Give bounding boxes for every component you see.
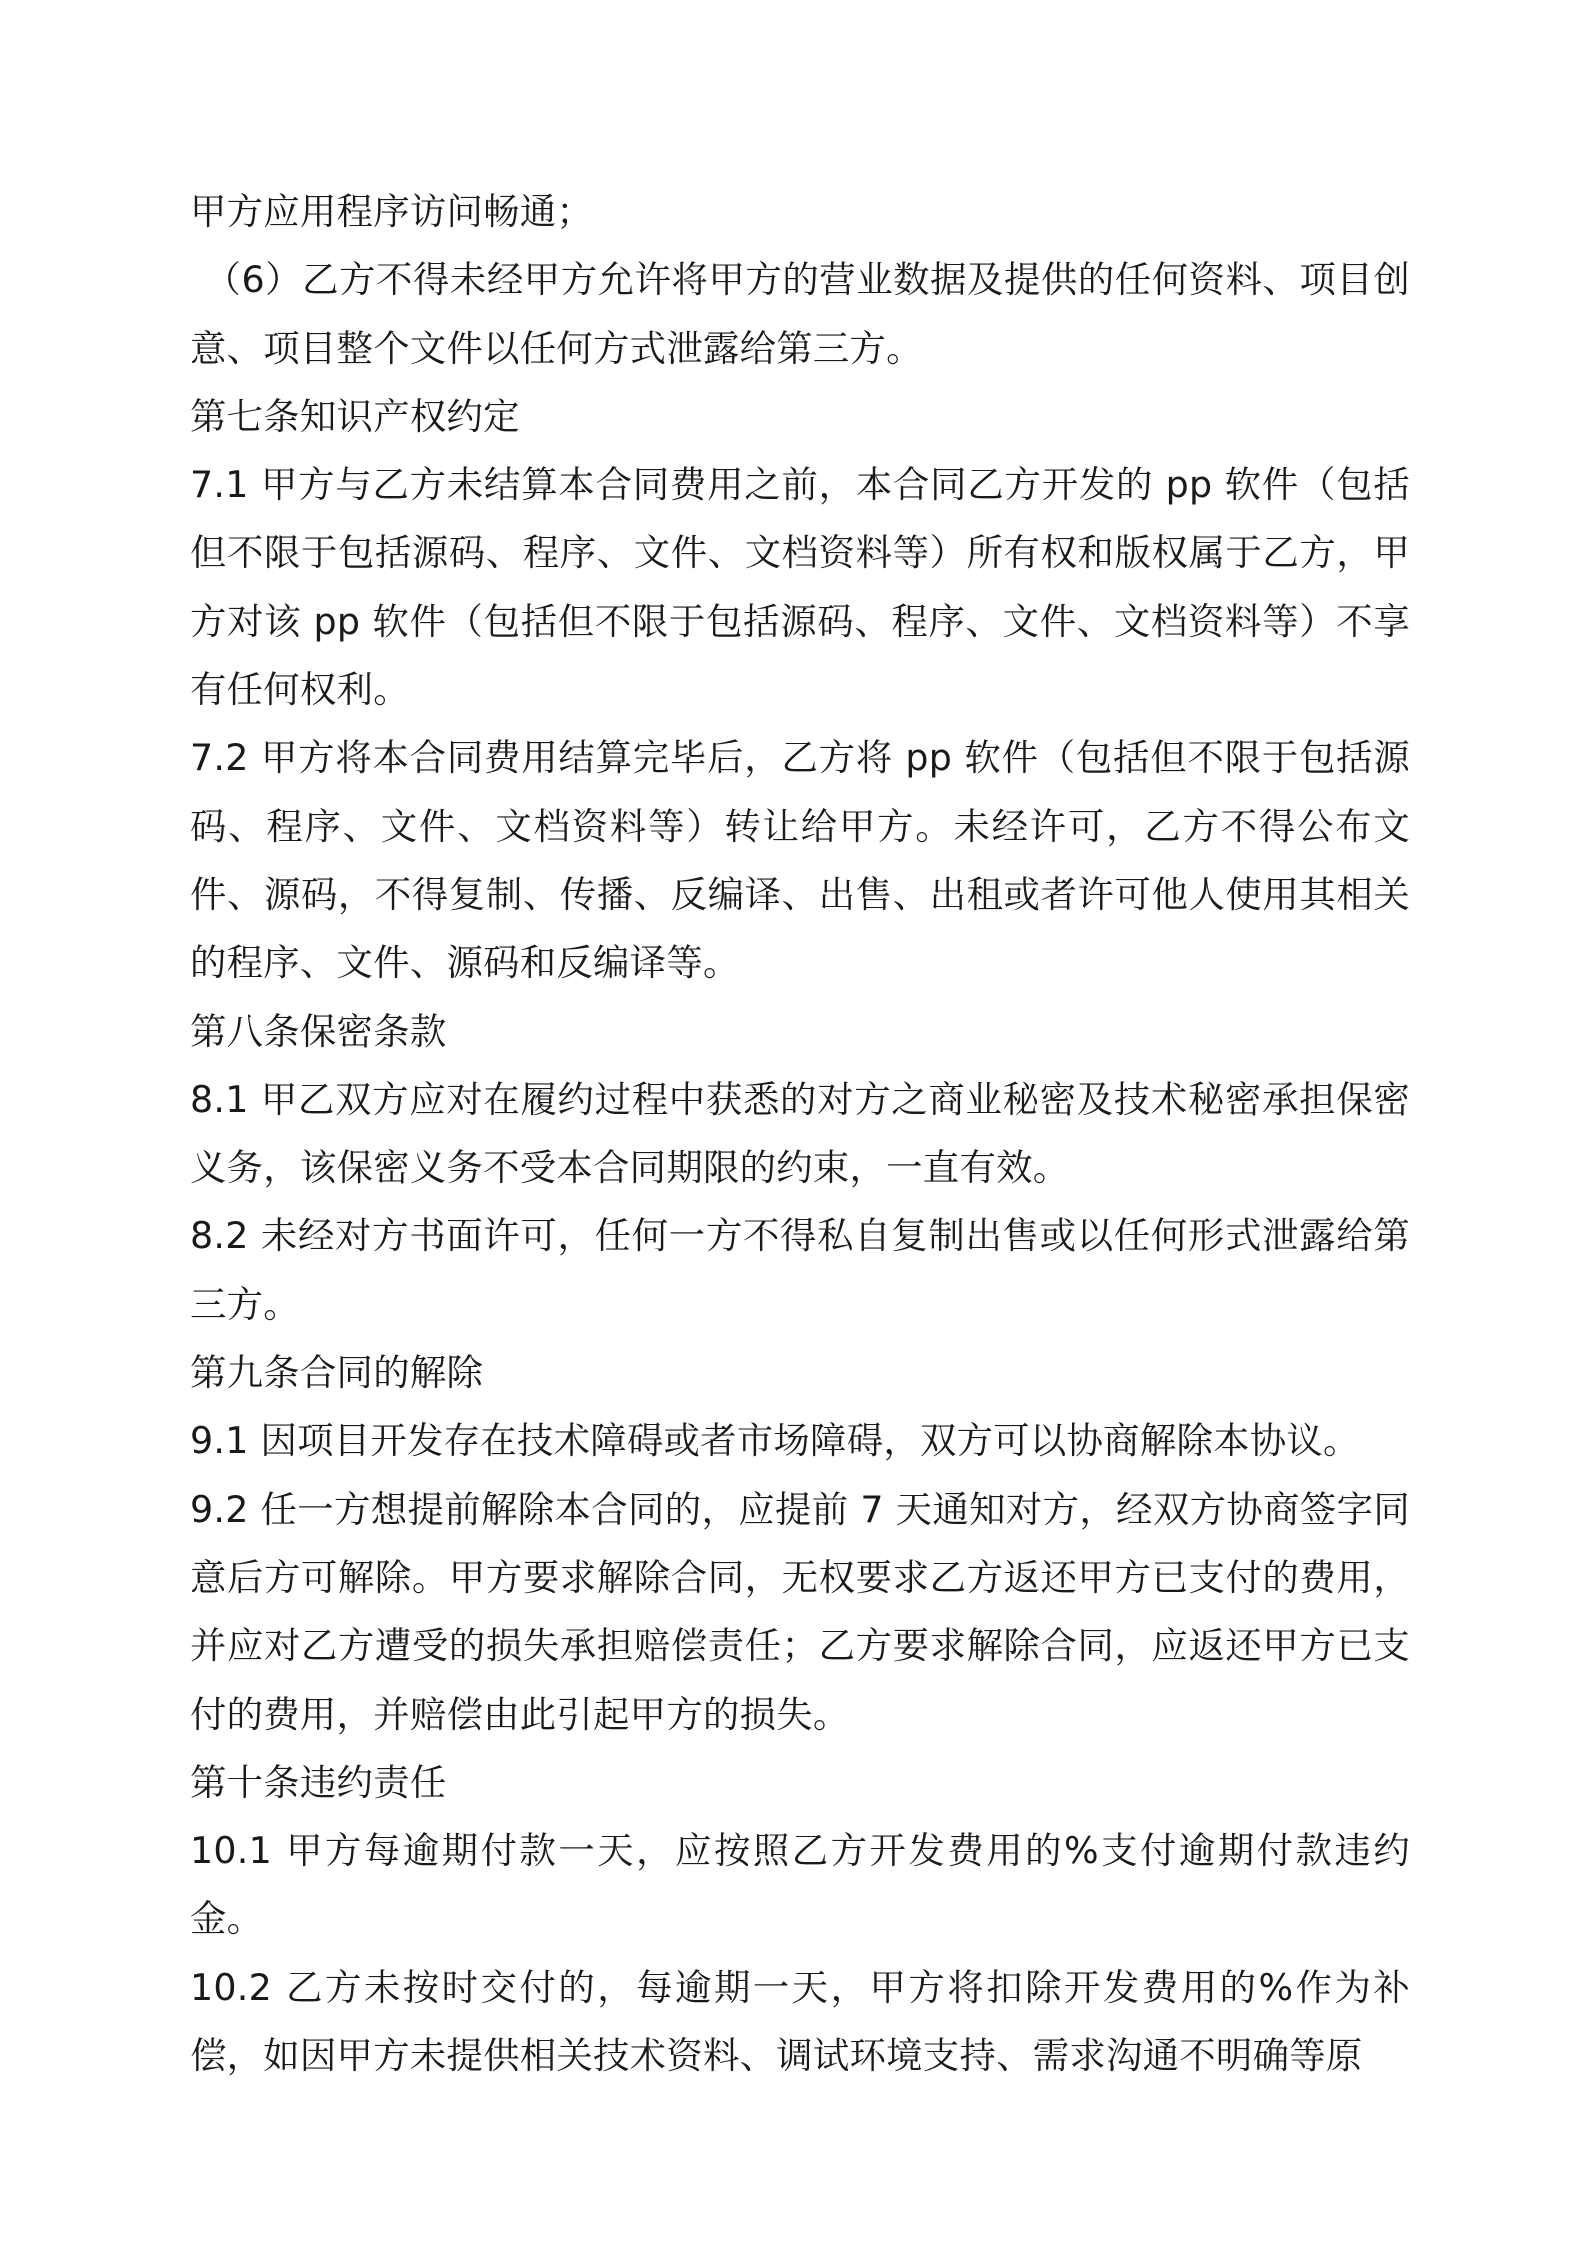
paragraph-clause-9-2: 9.2 任一方想提前解除本合同的，应提前 7 天通知对方，经双方协商签字同意后方可解除。甲方要求解除合同，无权要求乙方返还甲方已支付的费用，并应对乙方遭受的损失承担赔偿责任；乙方要求解除合同，应返还甲方已支付的费用，并赔偿由此引起甲方的损失。 <box>190 1487 1410 1736</box>
paragraph-clause-10-2: 10.2 乙方未按时交付的，每逾期一天，甲方将扣除开发费用的%作为补偿，如因甲方未提供相关技术资料、调试环境支持、需求沟通不明确等原 <box>190 1965 1410 2078</box>
section-heading-article-9: 第九条合同的解除 <box>190 1351 484 1395</box>
paragraph-clause-10-1: 10.1 甲方每逾期付款一天，应按照乙方开发费用的%支付逾期付款违约金。 <box>190 1829 1410 1941</box>
paragraph-clause-8-2: 8.2 未经对方书面许可，任何一方不得私自复制出售或以任何形式泄露给第三方。 <box>190 1214 1410 1326</box>
section-heading-article-10: 第十条违约责任 <box>190 1760 447 1804</box>
paragraph-clause-7-2: 7.2 甲方将本合同费用结算完毕后，乙方将 pp 软件（包括但不限于包括源码、程序、文件、文档资料等）转让给甲方。未经许可，乙方不得公布文件、源码，不得复制、传播、反编译、出售、出租或者许可他人使用其相关的程序、文件、源码和反编译等。 <box>190 736 1410 985</box>
paragraph-clause-8-1: 8.1 甲乙双方应对在履约过程中获悉的对方之商业秘密及技术秘密承担保密义务，该保密义务不受本合同期限的约束，一直有效。 <box>190 1077 1410 1190</box>
section-heading-article-7: 第七条知识产权约定 <box>190 394 520 438</box>
paragraph-clause-6-6: （6）乙方不得未经甲方允许将甲方的营业数据及提供的任何资料、项目创意、项目整个文件以任何方式泄露给第三方。 <box>190 258 1410 370</box>
paragraph-clause-6-5-end: 甲方应用程序访问畅通； <box>190 190 594 233</box>
section-heading-article-8: 第八条保密条款 <box>190 1009 447 1053</box>
paragraph-clause-7-1: 7.1 甲方与乙方未结算本合同费用之前，本合同乙方开发的 pp 软件（包括但不限于包括源码、程序、文件、文档资料等）所有权和版权属于乙方，甲方对该 pp 软件（包括但不限于包括源码、程序、文件、文档资料等）不享有任何权利。 <box>190 463 1410 712</box>
document-page <box>190 178 1410 2090</box>
paragraph-clause-9-1: 9.1 因项目开发存在技术障碍或者市场障碍，双方可以协商解除本协议。 <box>190 1419 1360 1463</box>
